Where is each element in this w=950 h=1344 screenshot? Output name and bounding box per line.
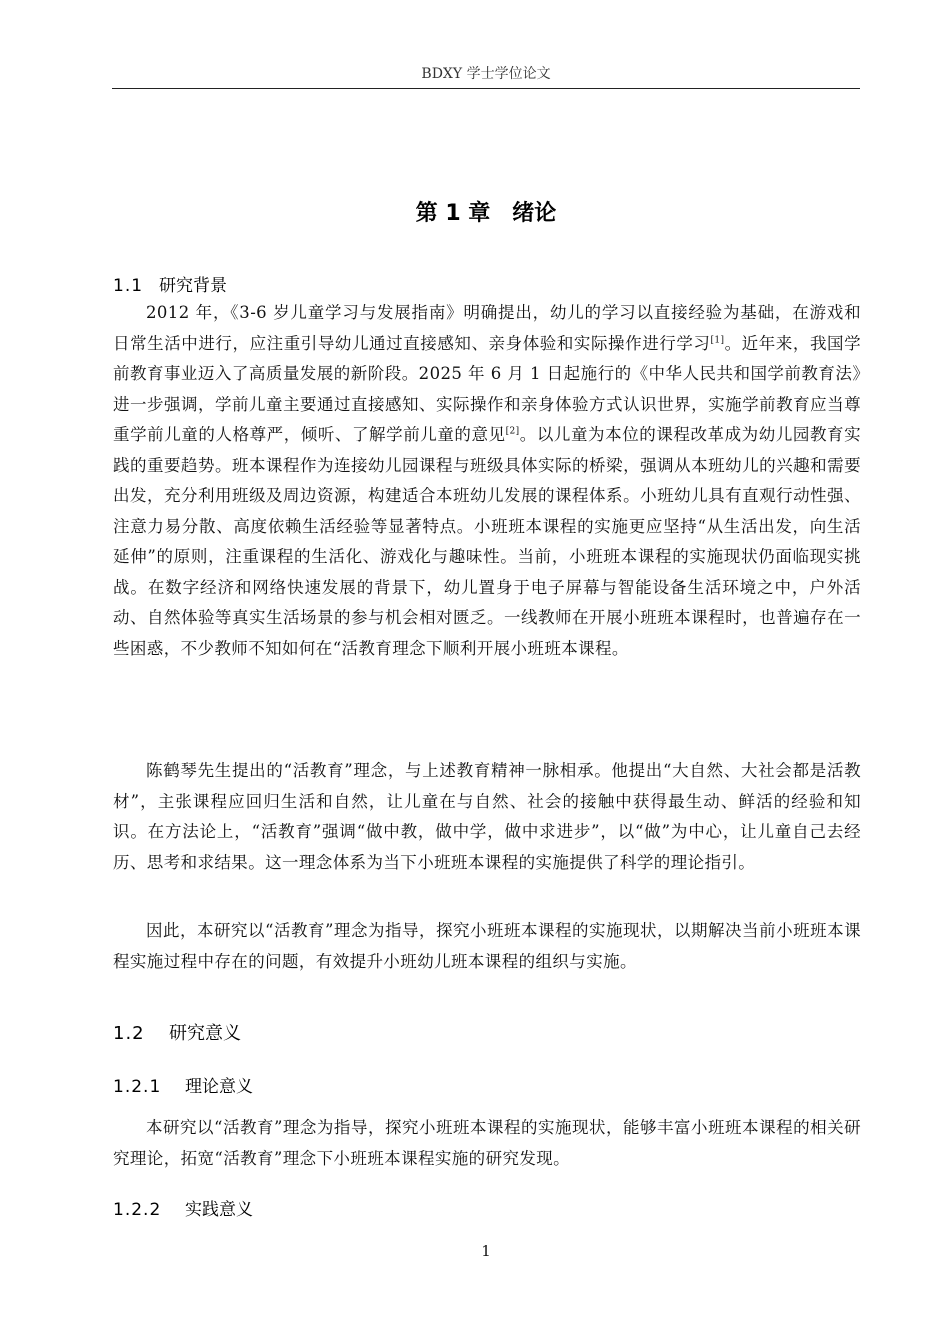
section-number: 1.1 xyxy=(113,276,144,296)
chapter-title: 第 1 章 绪论 xyxy=(415,201,557,226)
citation-ref: [1] xyxy=(710,335,725,345)
paragraph-text: 。近年来，我国学前教育事业迈入了高质量发展的新阶段。2025 年 6 月 1 日起施行的《中华人民共和国学前教育法》进一步强调，学前儿童主要通过直接感知、实际操作和亲身体验方式认识世界，实施学前教育应当尊重学前儿童的人格尊严，倾听、了解学前儿童的意见 xyxy=(113,333,862,444)
paragraph-text: 2012 年，《3-6 岁儿童学习与发展指南》明确提出，幼儿的学习以直接经验为基础，在游戏和日常生活中进行，应注重引导幼儿通过直接感知、亲身体验和实际操作进行学习 xyxy=(113,303,861,353)
paragraph-background-3: 因此，本研究以“活教育”理念为指导，探究小班班本课程的实施现状，以期解决当前小班班本课程实施过程中存在的问题，有效提升小班幼儿班本课程的组织与实施。 xyxy=(113,921,861,971)
section-number: 1.2.1 xyxy=(113,1077,162,1097)
page-number: 1 xyxy=(481,1242,491,1260)
section-heading-1-2 xyxy=(113,1021,241,1047)
paragraph-theoretical-significance: 本研究以“活教育”理念为指导，探究小班班本课程的实施现状，能够丰富小班班本课程的相关研究理论，拓宽“活教育”理念下小班班本课程实施的研究发现。 xyxy=(113,1118,861,1168)
running-header: BDXY 学士学位论文 xyxy=(421,66,551,82)
section-title: 研究意义 xyxy=(169,1023,241,1044)
paragraph-text: 。以儿童为本位的课程改革成为幼儿园教育实践的重要趋势。班本课程作为连接幼儿园课程与班级具体实际的桥梁，强调从本班幼儿的兴趣和需要出发，充分利用班级及周边资源，构建适合本班幼儿发展的课程体系。小班幼儿具有直观行动性强、注意力易分散、高度依赖生活经验等显著特点。小班班本课程的实施更应坚持“从生活出发，向生活延伸”的原则，注重课程的生活化、游戏化与趣味性。当前，小班班本课程的实施现状仍面临现实挑战。在数字经济和网络快速发展的背景下，幼儿置身于电子屏幕与智能设备生活环境之中，户外活动、自然体验等真实生活场景的参与机会相对匮乏。一线教师在开展小班班本课程时，也普遍存在一些困惑，不少教师不知如何在“活教育理念下顺利开展小班班本课程。 xyxy=(113,425,862,658)
paragraph-background-1 xyxy=(113,298,861,664)
citation-ref: [2] xyxy=(505,426,520,437)
subsection-heading-1-2-1 xyxy=(113,1074,253,1100)
section-heading-1-1 xyxy=(113,273,227,299)
section-title: 理论意义 xyxy=(185,1077,253,1097)
header-rule xyxy=(112,88,860,89)
paragraph-background-2: 陈鹤琴先生提出的“活教育”理念，与上述教育精神一脉相承。他提出“大自然、大社会都是活教材”，主张课程应回归生活和自然，让儿童在与自然、社会的接触中获得最生动、鲜活的经验和知识。在方法论上，“活教育”强调“做中教，做中学，做中求进步”，以“做”为中心，让儿童自己去经历、思考和求结果。这一理念体系为当下小班班本课程的实施提供了科学的理论指引。 xyxy=(113,761,861,872)
section-number: 1.2 xyxy=(113,1023,145,1044)
section-title: 实践意义 xyxy=(185,1200,253,1220)
section-title: 研究背景 xyxy=(159,276,227,296)
subsection-heading-1-2-2 xyxy=(113,1197,253,1223)
section-number: 1.2.2 xyxy=(113,1200,162,1220)
